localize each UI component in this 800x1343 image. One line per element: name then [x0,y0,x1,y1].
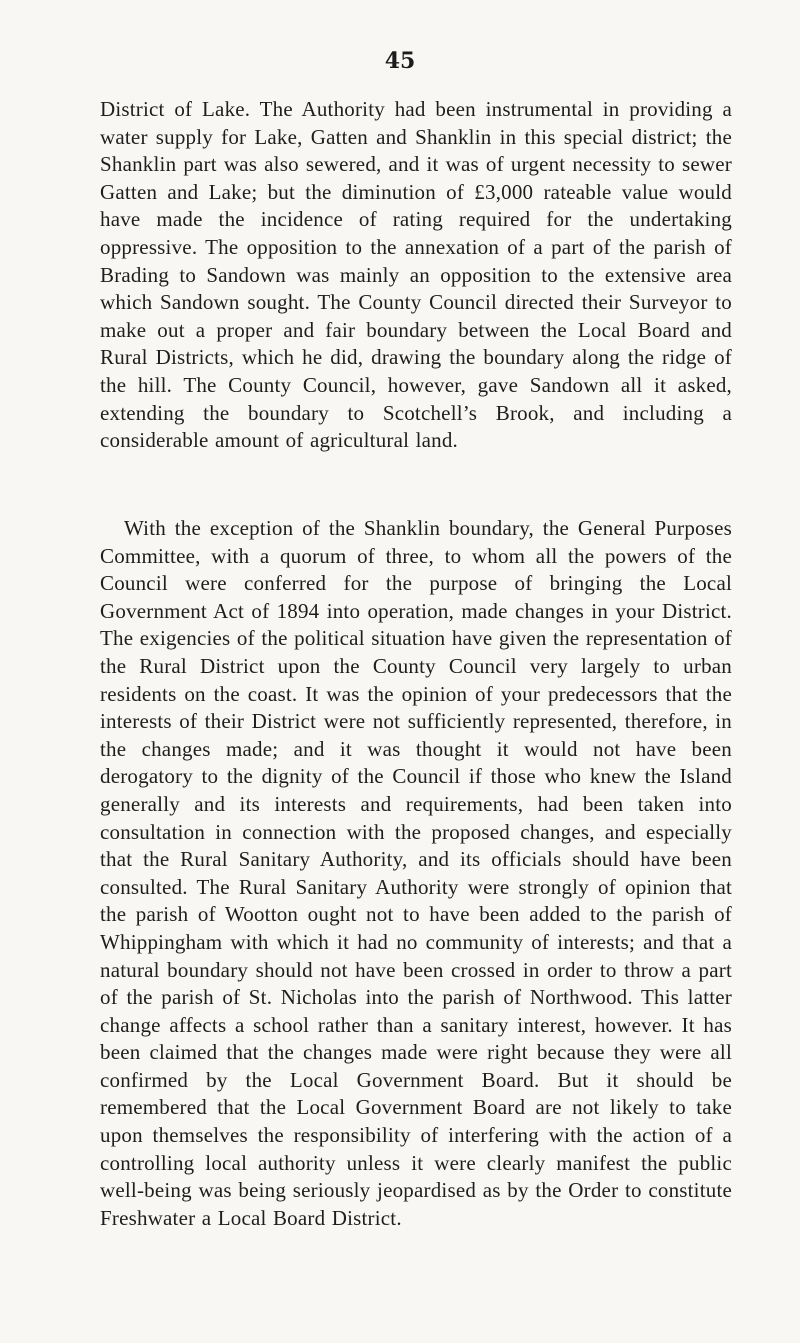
page-number: 45 [384,48,416,74]
paragraph-1: District of Lake. The Authority had been instrumental in providing a water supply for Lake, Gatten and Shanklin in this special district; the Shanklin part was also sewered, and it was of urgent necessity to sewer Gatten and Lake; but the diminution of £3,000 rateable value would have made the incidence of rating required for the undertaking oppressive. The opposition to the annexation of a part of the parish of Brading to Sandown was mainly an opposition to the extensive area which Sandown sought. The County Council directed their Surveyor to make out a proper and fair boundary between the Local Board and Rural Districts, which he did, drawing the boundary along the ridge of the hill. The County Council, however, gave Sandown all it asked, extending the boundary to Scotchell’s Brook, and including a considerable amount of agricultural land. [100,97,732,453]
paragraph-2-text: With the exception of the Shanklin boundary, the General Purposes Committee, with a quorum of three, to whom all the powers of the Council were conferred for the purpose of bringing the Local Government Act of 1894 into operation, made changes in your District. The exigencies of the political situation have given the representation of the Rural District upon the County Council very largely to urban residents on the coast. It was the opinion of your predecessors that the interests of their District were not sufficiently represented, therefore, in the changes made; and it was thought it would not have been derogatory to the dignity of the Council if those who knew the Island generally and its interests and requirements, had been taken into consultation in connection with the proposed changes, and especially that the Rural Sanitary Authority, and its officials should have been consulted. The Rural Sanitary Authority were strongly of opinion that the parish of Wootton ought not to have been added to the parish of Whippingham with which it had no community of interests; and that a natural boundary should not have been crossed in order to throw a part of the parish of St. Nicholas into the parish of Northwood. This latter change affects a school rather than a sanitary interest, however. It has been claimed that the changes made were right because they were all confirmed by the Local Government Board. But it should be remembered that the Local Government Board are not likely to take upon themselves the responsibility of interfering with the action of a controlling local authority unless it were clearly manifest the public well-being was being seriously jeopardised as by the Order to constitute Freshwater a Local Board District. [100,516,732,1230]
paragraph-2 [100,515,732,1232]
